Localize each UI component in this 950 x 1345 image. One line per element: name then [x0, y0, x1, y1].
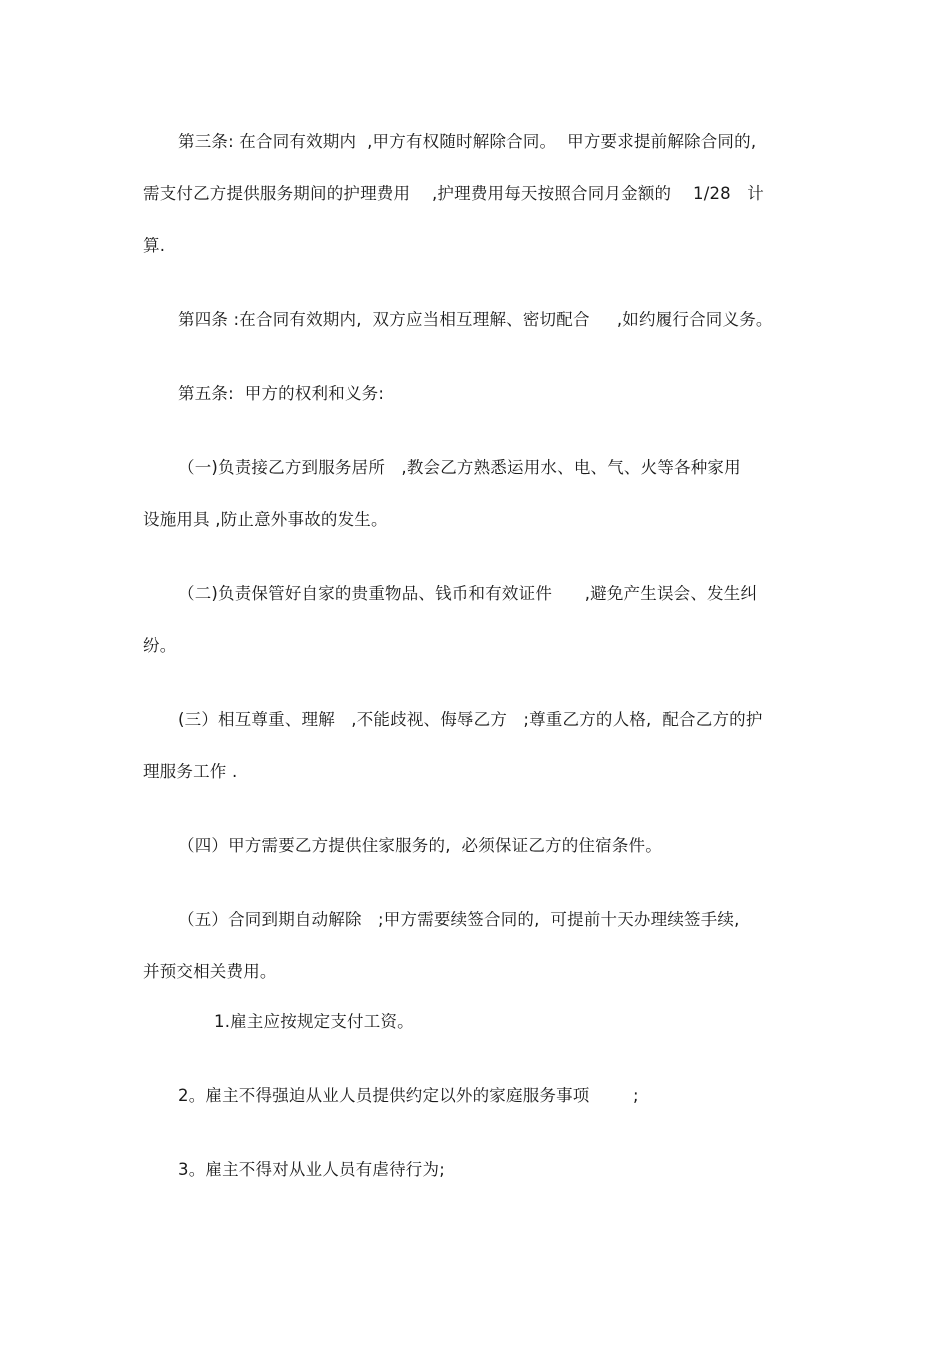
item-4-line-1: （四）甲方需要乙方提供住家服务的, 必须保证乙方的住宿条件。	[178, 836, 662, 855]
rule-1: 1.雇主应按规定支付工资。	[214, 1012, 414, 1031]
item-1-line-1: （一)负责接乙方到服务居所 ,教会乙方熟悉运用水、电、气、火等各种家用	[178, 458, 741, 477]
paragraph-3-line-2: 需支付乙方提供服务期间的护理费用 ,护理费用每天按照合同月金额的 1/28 计	[143, 184, 764, 203]
item-2-line-2: 纷。	[143, 636, 177, 655]
item-1-line-2: 设施用具 ,防止意外事故的发生。	[143, 510, 388, 529]
item-5-line-2: 并预交相关费用。	[143, 962, 277, 981]
rule-2: 2。雇主不得强迫从业人员提供约定以外的家庭服务事项 ;	[178, 1086, 639, 1105]
item-3-line-2: 理服务工作 .	[143, 762, 238, 781]
item-3-line-1: (三）相互尊重、理解 ,不能歧视、侮辱乙方 ;尊重乙方的人格, 配合乙方的护	[178, 710, 763, 729]
paragraph-3-line-3: 算.	[143, 236, 166, 255]
paragraph-4-line-1: 第四条 :在合同有效期内, 双方应当相互理解、密切配合 ,如约履行合同义务。	[178, 310, 773, 329]
rule-3: 3。雇主不得对从业人员有虐待行为;	[178, 1160, 445, 1179]
paragraph-3-line-1: 第三条: 在合同有效期内 ,甲方有权随时解除合同。 甲方要求提前解除合同的,	[178, 132, 757, 151]
paragraph-5-heading: 第五条: 甲方的权利和义务:	[178, 384, 385, 403]
item-5-line-1: （五）合同到期自动解除 ;甲方需要续签合同的, 可提前十天办理续签手续,	[178, 910, 740, 929]
item-2-line-1: （二)负责保管好自家的贵重物品、钱币和有效证件 ,避免产生误会、发生纠	[178, 584, 758, 603]
